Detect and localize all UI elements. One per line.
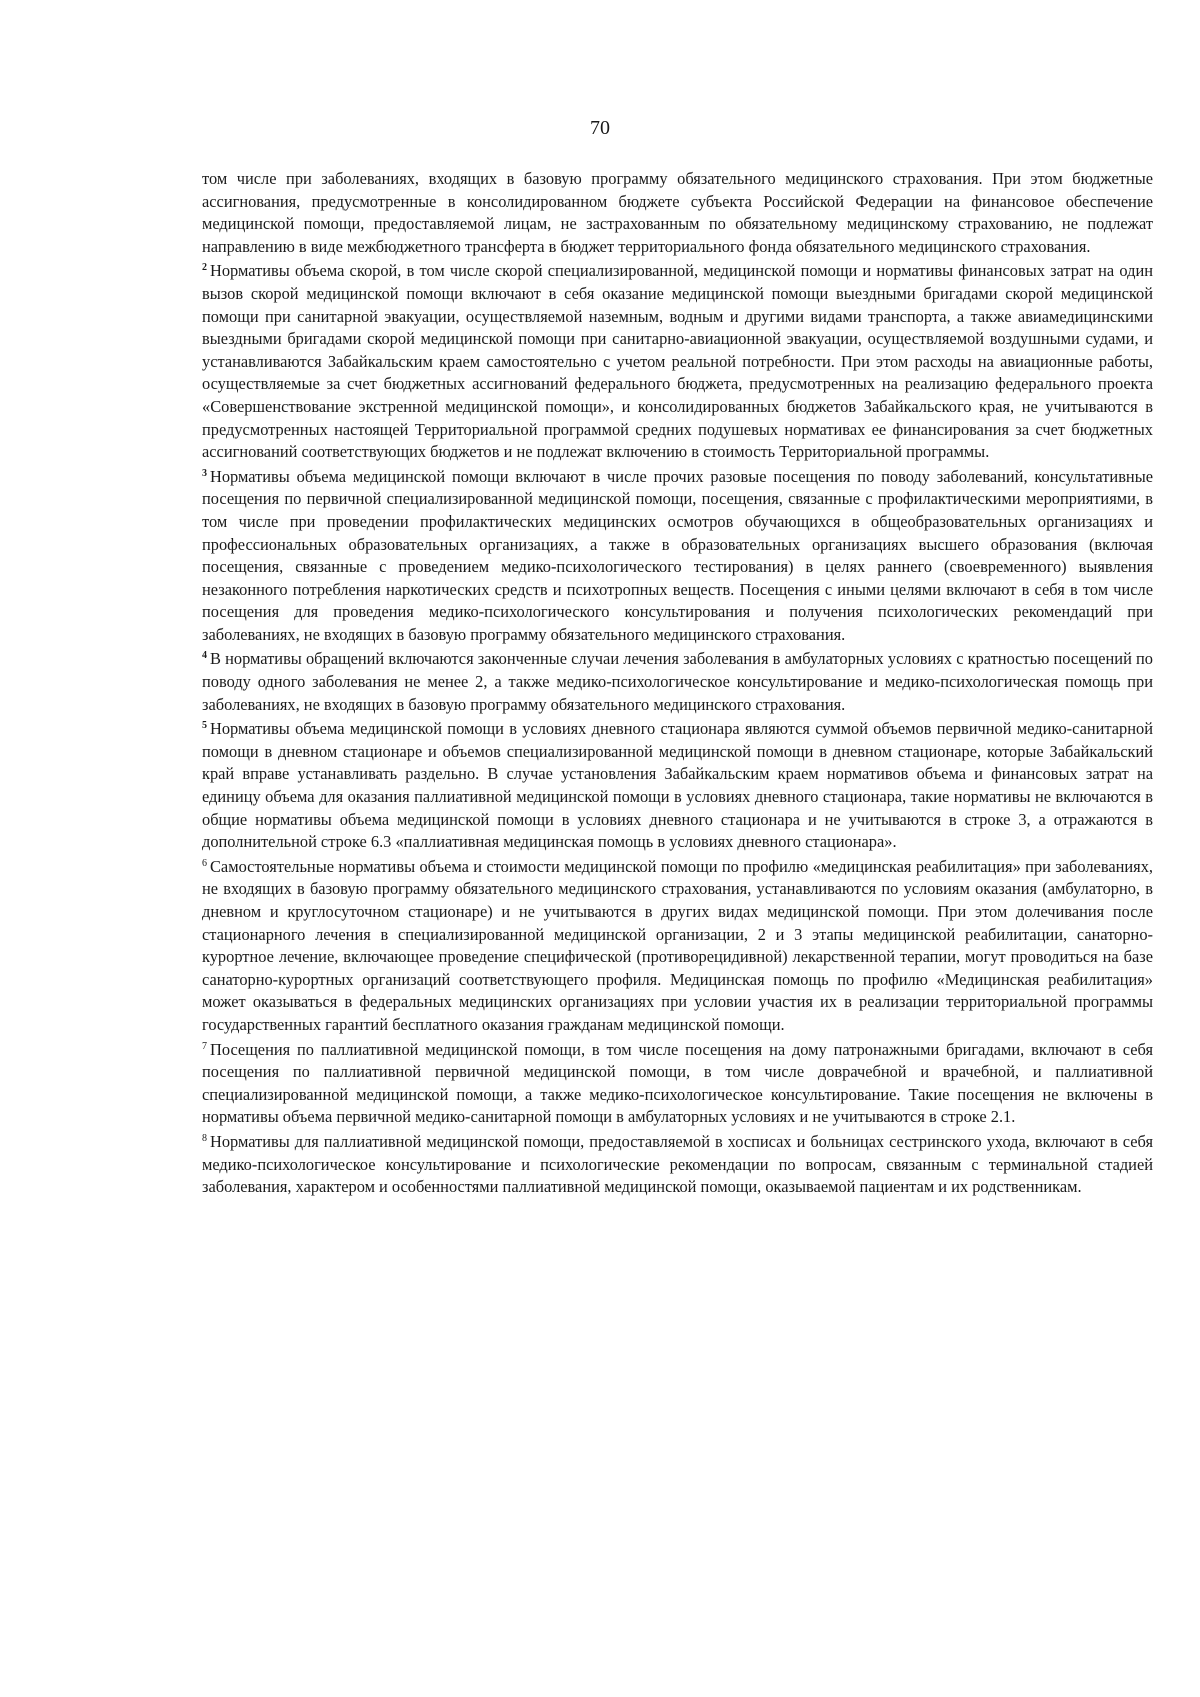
footnote-marker: 5 <box>202 720 207 732</box>
footnote-text: Нормативы объема медицинской помощи включают в числе прочих разовые посещения по поводу заболеваний, консультативные посещения по первичной специализированной медицинской помощи, посещения, связанные с профилактическими мероприятиями, в том числе при проведении профилактических медицинских осмотров обучающихся в общеобразовательных организациях и профессиональных образовательных организациях, а также в образовательных организациях высшего образования (включая посещения, связанные с проведением медико-психологического тестирования) в целях раннего (своевременного) выявления незаконного потребления наркотических средств и психотропных веществ. Посещения с иными целями включают в себя в том числе посещения для проведения медико-психологического консультирования и получения психологических рекомендаций при заболеваниях, не входящих в базовую программу обязательного медицинского страхования. <box>202 466 1153 644</box>
footnote-4 <box>202 648 1153 716</box>
footnote-text: Посещения по паллиативной медицинской помощи, в том числе посещения на дому патронажными бригадами, включают в себя посещения по паллиативной первичной медицинской помощи, в том числе доврачебной и врачебной, и паллиативной специализированной медицинской помощи, а также медико-психологическое консультирование. Такие посещения не включены в нормативы объема первичной медико-санитарной помощи в амбулаторных условиях и не учитываются в строке 2.1. <box>202 1039 1153 1127</box>
footnote-text: Нормативы объема медицинской помощи в условиях дневного стационара являются суммой объемов первичной медико-санитарной помощи в дневном стационаре и объемов специализированной медицинской помощи в дневном стационаре, которые Забайкальский край вправе устанавливать раздельно. В случае установления Забайкальским краем нормативов объема и финансовых затрат на единицу объема для оказания паллиативной медицинской помощи в условиях дневного стационара, такие нормативы не включаются в общие нормативы объема медицинской помощи в условиях дневного стационара и не учитываются в строке 3, а отражаются в дополнительной строке 6.3 «паллиативная медицинская помощь в условиях дневного стационара». <box>202 719 1153 852</box>
footnote-marker: 3 <box>202 467 207 479</box>
page-number: 70 <box>590 117 610 139</box>
footnote-text: Нормативы для паллиативной медицинской помощи, предоставляемой в хосписах и больницах сестринского ухода, включают в себя медико-психологическое консультирование и психологические рекомендации по вопросам, связанным с терминальной стадией заболевания, характером и особенностями паллиативной медицинской помощи, оказываемой пациентам и их родственникам. <box>202 1131 1153 1197</box>
footnote-text: Нормативы объема скорой, в том числе скорой специализированной, медицинской помощи и нормативы финансовых затрат на один вызов скорой медицинской помощи включают в себя оказание медицинской помощи выездными бригадами скорой медицинской помощи при санитарной эвакуации, осуществляемой наземным, водным и другими видами транспорта, а также авиамедицинскими выездными бригадами скорой медицинской помощи при санитарно-авиационной эвакуации, осуществляемой воздушными судами, и устанавливаются Забайкальским краем самостоятельно с учетом реальной потребности. При этом расходы на авиационные работы, осуществляемые за счет бюджетных ассигнований федерального бюджета, предусмотренных на реализацию федерального проекта «Совершенствование экстренной медицинской помощи», и консолидированных бюджетов Забайкальского края, не учитываются в предусмотренных настоящей Территориальной программой средних подушевых нормативах ее финансирования за счет бюджетных ассигнований соответствующих бюджетов и не подлежат включению в стоимость Территориальной программы. <box>202 261 1153 462</box>
paragraph-continuation <box>202 168 1153 258</box>
paragraph-text: том числе при заболеваниях, входящих в базовую программу обязательного медицинского страхования. При этом бюджетные ассигнования, предусмотренные в консолидированном бюджете субъекта Российской Федерации на финансовое обеспечение медицинской помощи, предоставляемой лицам, не застрахованным по обязательному медицинскому страхованию, не подлежат направлению в виде межбюджетного трансферта в бюджет территориального фонда обязательного медицинского страхования. <box>202 169 1153 256</box>
footnote-8 <box>202 1131 1153 1199</box>
footnote-marker: 7 <box>202 1040 207 1052</box>
footnote-6 <box>202 856 1153 1037</box>
footnote-marker: 2 <box>202 262 207 274</box>
footnote-3 <box>202 466 1153 647</box>
footnote-7 <box>202 1039 1153 1129</box>
footnote-marker: 4 <box>202 650 207 662</box>
footnote-2 <box>202 260 1153 463</box>
footnote-5 <box>202 718 1153 854</box>
footnote-marker: 6 <box>202 857 207 869</box>
footnote-marker: 8 <box>202 1132 207 1144</box>
document-body <box>202 168 1153 1201</box>
footnote-text: В нормативы обращений включаются законченные случаи лечения заболевания в амбулаторных условиях с кратностью посещений по поводу одного заболевания не менее 2, а также медико-психологическое консультирование и медико-психологическая помощь при заболеваниях, не входящих в базовую программу обязательного медицинского страхования. <box>202 649 1153 714</box>
footnote-text: Самостоятельные нормативы объема и стоимости медицинской помощи по профилю «медицинская реабилитация» при заболеваниях, не входящих в базовую программу обязательного медицинского страхования, устанавливаются по условиям оказания (амбулаторно, в дневном и круглосуточном стационаре) и не учитываются в других видах медицинской помощи. При этом долечивания после стационарного лечения в специализированной медицинской организации, 2 и 3 этапы медицинской реабилитации, санаторно-курортное лечение, включающее проведение специфической (противорецидивной) лекарственной терапии, могут проводиться на базе санаторно-курортных организаций соответствующего профиля. Медицинская помощь по профилю «Медицинская реабилитация» может оказываться в федеральных медицинских организациях при условии участия их в реализации территориальной программы государственных гарантий бесплатного оказания гражданам медицинской помощи. <box>202 856 1153 1034</box>
